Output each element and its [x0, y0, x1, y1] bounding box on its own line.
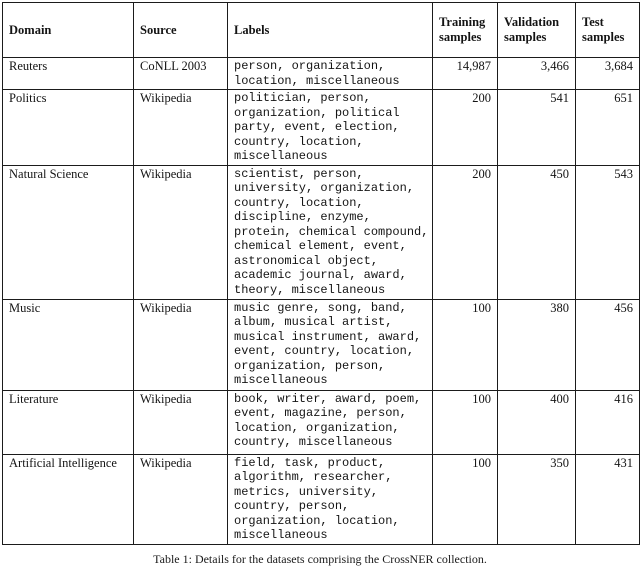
training-cell: 200	[433, 90, 498, 166]
training-cell: 100	[433, 454, 498, 544]
source-cell: Wikipedia	[134, 299, 228, 390]
validation-cell: 350	[498, 454, 576, 544]
col-header-test: Test samples	[576, 3, 640, 58]
domain-cell: Literature	[3, 390, 134, 454]
domain-cell: Reuters	[3, 58, 134, 90]
validation-cell: 380	[498, 299, 576, 390]
labels-cell: book, writer, award, poem, event, magazine, person, location, organization, country, miscellaneous	[228, 390, 433, 454]
labels-cell: person, organization, location, miscellaneous	[228, 58, 433, 90]
col-header-validation: Validation samples	[498, 3, 576, 58]
table-row	[3, 165, 640, 299]
domain-cell: Music	[3, 299, 134, 390]
table-row	[3, 454, 640, 544]
table-row	[3, 299, 640, 390]
dataset-table	[2, 2, 640, 545]
table-caption: Table 1: Details for the datasets comprising the CrossNER collection.	[153, 551, 487, 566]
col-header-source: Source	[134, 3, 228, 58]
validation-cell: 450	[498, 165, 576, 299]
paper-page	[0, 2, 640, 566]
validation-cell: 541	[498, 90, 576, 166]
header-row	[3, 3, 640, 58]
labels-cell: music genre, song, band, album, musical artist, musical instrument, award, event, country, location, organization, person, miscellaneous	[228, 299, 433, 390]
source-cell: Wikipedia	[134, 390, 228, 454]
labels-cell: scientist, person, university, organization, country, location, discipline, enzyme, protein, chemical compound, chemical element, event, astronomical object, academic journal, award, theory, miscellaneous	[228, 165, 433, 299]
validation-cell: 400	[498, 390, 576, 454]
table-row	[3, 90, 640, 166]
col-header-labels: Labels	[228, 3, 433, 58]
domain-cell: Politics	[3, 90, 134, 166]
labels-cell: field, task, product, algorithm, researcher, metrics, university, country, person, organization, location, miscellaneous	[228, 454, 433, 544]
training-cell: 100	[433, 390, 498, 454]
training-cell: 100	[433, 299, 498, 390]
test-cell: 543	[576, 165, 640, 299]
test-cell: 3,684	[576, 58, 640, 90]
source-cell: Wikipedia	[134, 454, 228, 544]
source-cell: Wikipedia	[134, 90, 228, 166]
source-cell: CoNLL 2003	[134, 58, 228, 90]
labels-cell: politician, person, organization, political party, event, election, country, location, miscellaneous	[228, 90, 433, 166]
source-cell: Wikipedia	[134, 165, 228, 299]
table-row	[3, 390, 640, 454]
domain-cell: Natural Science	[3, 165, 134, 299]
test-cell: 456	[576, 299, 640, 390]
table-row	[3, 58, 640, 90]
col-header-domain: Domain	[3, 3, 134, 58]
test-cell: 416	[576, 390, 640, 454]
training-cell: 14,987	[433, 58, 498, 90]
training-cell: 200	[433, 165, 498, 299]
test-cell: 651	[576, 90, 640, 166]
domain-cell: Artificial Intelligence	[3, 454, 134, 544]
col-header-training: Training samples	[433, 3, 498, 58]
test-cell: 431	[576, 454, 640, 544]
validation-cell: 3,466	[498, 58, 576, 90]
